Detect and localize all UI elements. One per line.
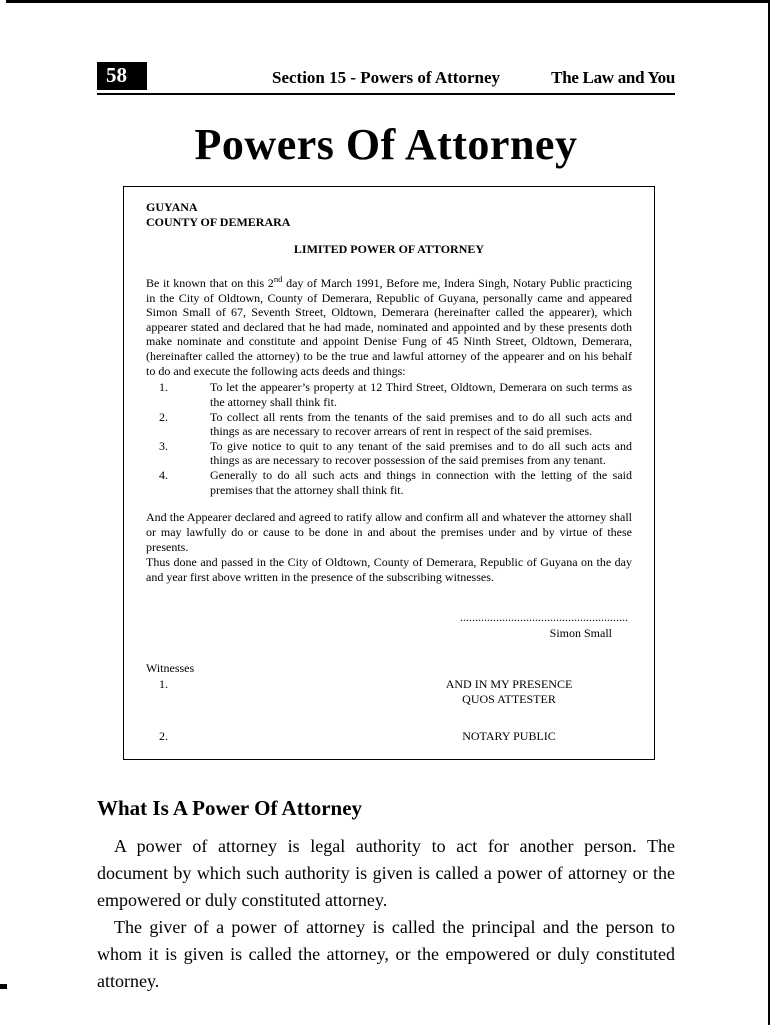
scan-edge-top — [6, 0, 770, 3]
notary-label: NOTARY PUBLIC — [462, 728, 556, 743]
scan-artifact — [0, 984, 7, 989]
book-title: The Law and You — [551, 68, 675, 87]
clauses-list — [146, 380, 632, 497]
clause-text: To collect all rents from the tenants of the said premises and to do all such acts and things as are necessary to recover arrears of rent in respect of the said premises. — [210, 409, 632, 439]
signature-block — [146, 610, 632, 640]
clause-row — [146, 380, 632, 409]
clause-row — [146, 439, 632, 468]
clause-row — [146, 468, 632, 497]
clause-number: 3. — [159, 438, 168, 453]
article-paragraph: The giver of a power of attorney is called the principal and the person to whom it is given is called the attorney, or the empowered or duly constituted attorney. — [97, 917, 675, 992]
jurisdiction-country: GUYANA — [146, 200, 198, 214]
clause-number: 4. — [159, 468, 168, 482]
section-title: Section 15 - Powers of Attorney — [271, 68, 501, 87]
clause-text: To give notice to quit to any tenant of the said premises and to do all such acts and things as are necessary to recover possession of the said premises from any tenant. — [210, 438, 632, 468]
signatory-name: Simon Small — [549, 626, 612, 640]
deed-document — [123, 186, 655, 760]
article-paragraph: A power of attorney is legal authority to act for another person. The document by which such authority is given is called a power of attorney or the empowered or duly constituted attorney. — [97, 836, 675, 911]
intro-text-start: Be it known that on this 2 — [146, 275, 274, 290]
witness-row-2 — [146, 729, 632, 744]
signature-line: ........................................................ — [460, 610, 628, 625]
presence-line: QUOS ATTESTER — [462, 691, 556, 706]
witness-number: 1. — [159, 677, 168, 692]
page-title: Powers Of Attorney — [194, 120, 578, 169]
deed-intro-paragraph — [146, 274, 632, 378]
clause-text: To let the appearer’s property at 12 Third Street, Oldtown, Demerara on such terms as the attorney shall think fit. — [210, 380, 632, 409]
page-header — [97, 62, 675, 95]
ordinal-superscript: nd — [273, 273, 283, 284]
witness-number: 2. — [159, 728, 168, 743]
page-number: 58 — [97, 62, 147, 90]
clause-row — [146, 410, 632, 439]
presence-line: AND IN MY PRESENCE — [445, 677, 573, 692]
clause-number: 2. — [159, 409, 168, 424]
witnesses-label: Witnesses — [146, 660, 195, 675]
deed-heading: LIMITED POWER OF ATTORNEY — [293, 242, 485, 257]
clause-number: 1. — [159, 380, 168, 395]
intro-text-rest: day of March 1991, Before me, Indera Singh, Notary Public practicing in the City of Oldtown, County of Demerara, Republic of Guyana, personally came and appeared Simon Small of 67, Seventh Street, Oldtown, Demerara (hereinafter called the appearer), which appearer stated and declared that he had made, nominated and appointed and by these presents doth make nominate and constitute and appoint Denise Fung of 45 Ninth Street, Oldtown, Demerara, (hereinafter called the attorney) to be the true and lawful attorney of the appearer and on his behalf to do and execute the following acts deeds and things: — [146, 275, 632, 378]
article-section — [97, 796, 675, 995]
witness-row-1 — [146, 677, 632, 706]
presence-attestation — [414, 677, 604, 706]
ratification-paragraph: And the Appearer declared and agreed to ratify allow and confirm all and whatever the attorney shall or may lawfully do or cause to be done in and about the premises under and by virtue of these presents. — [146, 510, 632, 554]
clause-text: Generally to do all such acts and things in connection with the letting of the said premises that the attorney shall think fit. — [210, 468, 632, 497]
attestation-paragraph: Thus done and passed in the City of Oldtown, County of Demerara, Republic of Guyana on the day and year first above written in the presence of the subscribing witnesses. — [146, 555, 632, 584]
article-heading: What Is A Power Of Attorney — [97, 796, 363, 821]
jurisdiction-county: COUNTY OF DEMERARA — [146, 214, 291, 229]
